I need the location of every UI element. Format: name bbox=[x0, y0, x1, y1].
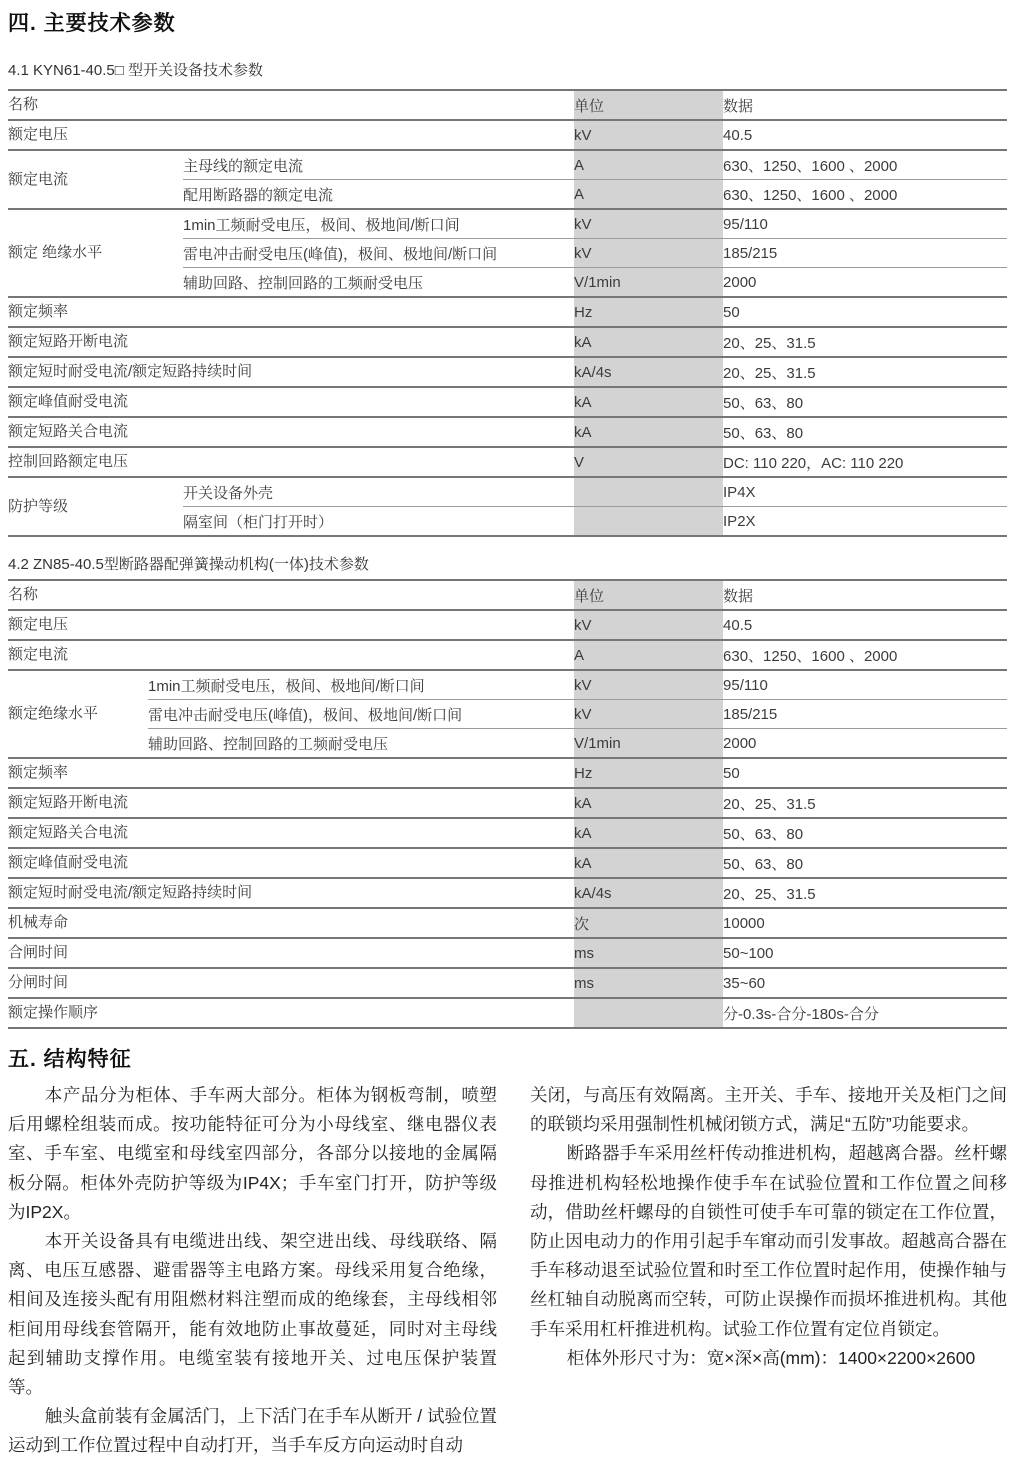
table-row bbox=[8, 938, 1007, 968]
param-value: 35~60 bbox=[723, 968, 1007, 998]
column-header-unit: 单位 bbox=[574, 90, 723, 120]
param-sub-name: 雷电冲击耐受电压(峰值)，极间、极地间/断口间 bbox=[183, 239, 574, 268]
column-header-unit: 单位 bbox=[574, 580, 723, 610]
param-value: 40.5 bbox=[723, 610, 1007, 640]
param-value: 20、25、31.5 bbox=[723, 788, 1007, 818]
table-header-row bbox=[8, 580, 1007, 610]
param-unit: kV bbox=[574, 610, 723, 640]
param-unit: V bbox=[574, 447, 723, 477]
table-row bbox=[8, 209, 1007, 239]
param-unit: kA bbox=[574, 848, 723, 878]
two-column-body bbox=[8, 1081, 1007, 1461]
param-unit: A bbox=[574, 180, 723, 210]
technical-parameters-table-2 bbox=[8, 579, 1007, 1029]
param-name: 合闸时间 bbox=[8, 938, 574, 968]
param-value: 95/110 bbox=[723, 209, 1007, 239]
table2-heading: 4.2 ZN85-40.5型断路器配弹簧操动机构(一体)技术参数 bbox=[8, 556, 369, 573]
param-value: 50、63、80 bbox=[723, 818, 1007, 848]
param-sub-name: 1min工频耐受电压，极间、极地间/断口间 bbox=[183, 209, 574, 239]
section5-title: 五. 结构特征 bbox=[8, 1048, 132, 1071]
table1-heading: 4.1 KYN61-40.5□ 型开关设备技术参数 bbox=[8, 62, 263, 79]
param-unit: kA bbox=[574, 818, 723, 848]
column-header-name: 名称 bbox=[8, 90, 574, 120]
param-value: 50~100 bbox=[723, 938, 1007, 968]
param-value: 630、1250、1600 、2000 bbox=[723, 640, 1007, 670]
param-unit: kV bbox=[574, 120, 723, 150]
param-unit bbox=[574, 477, 723, 507]
param-name: 额定频率 bbox=[8, 758, 574, 788]
param-unit bbox=[574, 507, 723, 537]
body-paragraph: 本产品分为柜体、手车两大部分。柜体为钢板弯制，喷塑后用螺栓组装而成。按功能特征可分为小母线室、继电器仪表室、手车室、电缆室和母线室四部分，各部分以接地的金属隔板分隔。柜体外壳防护等级为IP4X；手车室门打开，防护等级为IP2X。 bbox=[8, 1085, 497, 1222]
param-name: 额定频率 bbox=[8, 297, 574, 327]
param-value: 630、1250、1600 、2000 bbox=[723, 150, 1007, 180]
param-name: 额定短时耐受电流/额定短路持续时间 bbox=[8, 878, 574, 908]
param-value: IP4X bbox=[723, 477, 1007, 507]
table-header-row bbox=[8, 90, 1007, 120]
body-paragraph: 断路器手车采用丝杆传动推进机构，超越离合器。丝杆螺母推进机构轻松地操作使手车在试验位置和工作位置之间移动，借助丝杆螺母的自锁性可使手车可靠的锁定在工作位置，防止因电动力的作用引起手车窜动而引发事故。超越高合器在手车移动退至试验位置和时至工作位置时起作用，使操作轴与丝杠轴自动脱离而空转，可防止误操作而损坏推进机构。其他手车采用杠杆推进机构。试验工作位置有定位肖锁定。 bbox=[530, 1143, 1007, 1339]
param-unit: Hz bbox=[574, 297, 723, 327]
param-value: 20、25、31.5 bbox=[723, 878, 1007, 908]
body-column-right bbox=[530, 1081, 1007, 1461]
body-paragraph: 本开关设备具有电缆进出线、架空进出线、母线联络、隔离、电压互感器、避雷器等主电路方案。母线采用复合绝缘，相间及连接头配有用阻燃材料注塑而成的绝缘套，主母线相邻柜间用母线套管隔开，能有效地防止事故蔓延，同时对主母线起到辅助支撑作用。电缆室装有接地开关、过电压保护装置等。 bbox=[8, 1231, 497, 1398]
param-unit: V/1min bbox=[574, 729, 723, 759]
param-sub-name: 隔室间（柜门打开时） bbox=[183, 507, 574, 537]
param-sub-name: 配用断路器的额定电流 bbox=[183, 180, 574, 210]
table-row bbox=[8, 640, 1007, 670]
table-row bbox=[8, 848, 1007, 878]
param-value: 50 bbox=[723, 297, 1007, 327]
param-value: 50 bbox=[723, 758, 1007, 788]
param-name: 分闸时间 bbox=[8, 968, 574, 998]
param-value: 50、63、80 bbox=[723, 417, 1007, 447]
table-row bbox=[8, 908, 1007, 938]
param-value: IP2X bbox=[723, 507, 1007, 537]
param-unit: kA bbox=[574, 327, 723, 357]
param-value: DC: 110 220，AC: 110 220 bbox=[723, 447, 1007, 477]
param-sub-name: 主母线的额定电流 bbox=[183, 150, 574, 180]
param-name: 额定峰值耐受电流 bbox=[8, 387, 574, 417]
table-row bbox=[8, 417, 1007, 447]
table-row bbox=[8, 327, 1007, 357]
param-sub-name: 辅助回路、控制回路的工频耐受电压 bbox=[183, 268, 574, 298]
param-name: 额定短路关合电流 bbox=[8, 818, 574, 848]
table-row bbox=[8, 150, 1007, 180]
param-unit: ms bbox=[574, 938, 723, 968]
param-value: 20、25、31.5 bbox=[723, 327, 1007, 357]
table-row bbox=[8, 729, 1007, 759]
param-group-name: 额定电流 bbox=[8, 150, 183, 209]
table-row bbox=[8, 477, 1007, 507]
param-unit: kV bbox=[574, 239, 723, 268]
param-name: 额定短路关合电流 bbox=[8, 417, 574, 447]
section4-title: 四. 主要技术参数 bbox=[8, 12, 176, 35]
param-group-name: 额定 绝缘水平 bbox=[8, 209, 183, 297]
table-row bbox=[8, 387, 1007, 417]
param-name: 额定峰值耐受电流 bbox=[8, 848, 574, 878]
param-value: 40.5 bbox=[723, 120, 1007, 150]
param-name: 额定短时耐受电流/额定短路持续时间 bbox=[8, 357, 574, 387]
param-value: 185/215 bbox=[723, 239, 1007, 268]
param-unit: kA bbox=[574, 417, 723, 447]
param-name: 额定电流 bbox=[8, 640, 574, 670]
param-value: 95/110 bbox=[723, 670, 1007, 700]
param-sub-name: 辅助回路、控制回路的工频耐受电压 bbox=[148, 729, 574, 759]
column-header-data: 数据 bbox=[723, 580, 1007, 610]
param-unit: Hz bbox=[574, 758, 723, 788]
param-unit: kA bbox=[574, 788, 723, 818]
body-paragraph: 柜体外形尺寸为：宽×深×高(mm)：1400×2200×2600 bbox=[566, 1347, 976, 1368]
param-unit: A bbox=[574, 640, 723, 670]
table-row bbox=[8, 120, 1007, 150]
column-header-name: 名称 bbox=[8, 580, 574, 610]
table-row bbox=[8, 998, 1007, 1028]
table-row bbox=[8, 788, 1007, 818]
param-unit: kV bbox=[574, 209, 723, 239]
param-value: 2000 bbox=[723, 729, 1007, 759]
table-row bbox=[8, 758, 1007, 788]
param-unit: 次 bbox=[574, 908, 723, 938]
param-name: 机械寿命 bbox=[8, 908, 574, 938]
param-unit: A bbox=[574, 150, 723, 180]
table-row bbox=[8, 968, 1007, 998]
table-row bbox=[8, 447, 1007, 477]
table-row bbox=[8, 297, 1007, 327]
table-row bbox=[8, 357, 1007, 387]
param-name: 额定操作顺序 bbox=[8, 998, 574, 1028]
param-value: 50、63、80 bbox=[723, 848, 1007, 878]
param-name: 额定电压 bbox=[8, 120, 574, 150]
table-row bbox=[8, 610, 1007, 640]
table-row bbox=[8, 700, 1007, 729]
param-name: 额定短路开断电流 bbox=[8, 327, 574, 357]
param-unit: kA/4s bbox=[574, 878, 723, 908]
table-row bbox=[8, 670, 1007, 700]
column-header-data: 数据 bbox=[723, 90, 1007, 120]
table-row bbox=[8, 878, 1007, 908]
param-sub-name: 雷电冲击耐受电压(峰值)，极间、极地间/断口间 bbox=[148, 700, 574, 729]
body-paragraph: 触头盒前装有金属活门，上下活门在手车从断开 / 试验位置运动到工作位置过程中自动打开，当手车反方向运动时自动 bbox=[8, 1406, 497, 1456]
param-group-name: 防护等级 bbox=[8, 477, 183, 536]
param-sub-name: 1min工频耐受电压，极间、极地间/断口间 bbox=[148, 670, 574, 700]
table-row bbox=[8, 818, 1007, 848]
param-value: 185/215 bbox=[723, 700, 1007, 729]
column-gutter bbox=[497, 1081, 530, 1461]
param-value: 分-0.3s-合分-180s-合分 bbox=[723, 998, 1007, 1028]
body-paragraph: 关闭，与高压有效隔离。主开关、手车、接地开关及柜门之间的联锁均采用强制性机械闭锁方式，满足“五防”功能要求。 bbox=[530, 1085, 1007, 1135]
param-value: 10000 bbox=[723, 908, 1007, 938]
param-name: 额定短路开断电流 bbox=[8, 788, 574, 818]
param-value: 50、63、80 bbox=[723, 387, 1007, 417]
body-column-left bbox=[8, 1081, 497, 1461]
technical-parameters-table-1 bbox=[8, 89, 1007, 537]
param-value: 20、25、31.5 bbox=[723, 357, 1007, 387]
param-unit: kV bbox=[574, 700, 723, 729]
param-name: 控制回路额定电压 bbox=[8, 447, 574, 477]
param-value: 630、1250、1600 、2000 bbox=[723, 180, 1007, 210]
param-name: 额定电压 bbox=[8, 610, 574, 640]
param-value: 2000 bbox=[723, 268, 1007, 298]
param-unit: kA bbox=[574, 387, 723, 417]
param-sub-name: 开关设备外壳 bbox=[183, 477, 574, 507]
param-unit: ms bbox=[574, 968, 723, 998]
param-group-name: 额定绝缘水平 bbox=[8, 670, 148, 758]
param-unit: kV bbox=[574, 670, 723, 700]
param-unit bbox=[574, 998, 723, 1028]
param-unit: V/1min bbox=[574, 268, 723, 298]
param-unit: kA/4s bbox=[574, 357, 723, 387]
